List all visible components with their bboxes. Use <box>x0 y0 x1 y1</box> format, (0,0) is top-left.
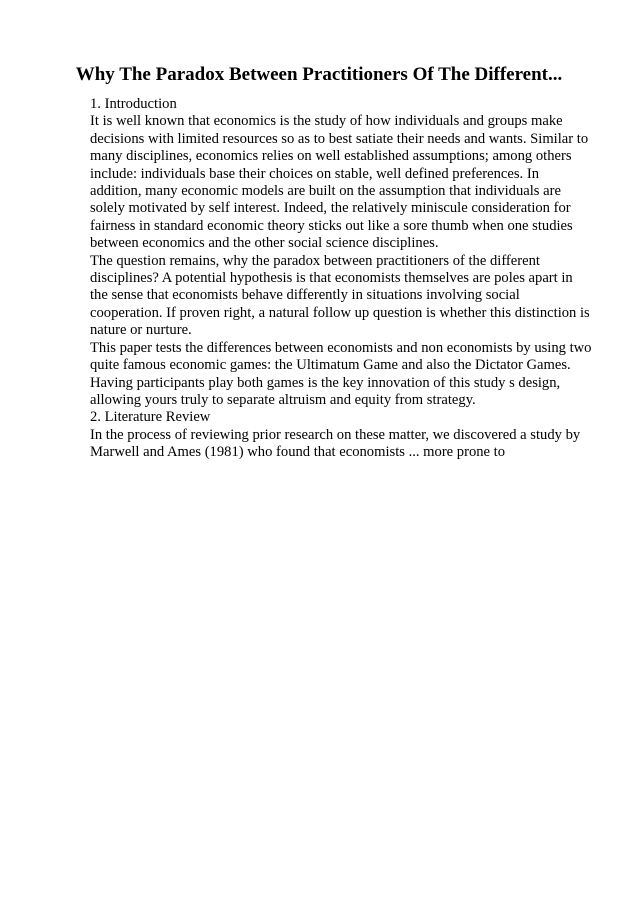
document-title: Why The Paradox Between Practitioners Of The Different... <box>75 64 563 85</box>
body-line: solely motivated by self interest. Indeed, the relatively miniscule consideration for <box>90 200 571 217</box>
body-line: cooperation. If proven right, a natural follow up question is whether this distinction is <box>90 304 590 321</box>
body-line: disciplines? A potential hypothesis is that economists themselves are poles apart in <box>90 270 573 287</box>
section-heading-introduction: 1. Introduction <box>90 96 177 112</box>
body-line: The question remains, why the paradox between practitioners of the different <box>90 252 540 269</box>
body-line: the sense that economists behave differently in situations involving social <box>90 287 520 304</box>
body-line: fairness in standard economic theory sticks out like a sore thumb when one studies <box>90 217 573 234</box>
body-line: nature or nurture. <box>90 322 192 339</box>
body-line: include: individuals base their choices on stable, well defined preferences. In <box>90 165 540 182</box>
body-line: Marwell and Ames (1981) who found that economists ... more prone to <box>90 444 506 461</box>
body-line: addition, many economic models are built on the assumption that individuals are <box>90 183 561 200</box>
body-line: Having participants play both games is the key innovation of this study s design, <box>90 374 561 391</box>
body-line: In the process of reviewing prior research on these matter, we discovered a study by <box>90 426 581 443</box>
body-line: allowing yours truly to separate altruism and equity from strategy. <box>90 391 476 408</box>
body-line: It is well known that economics is the study of how individuals and groups make <box>90 113 563 130</box>
body-line: between economics and the other social science disciplines. <box>90 235 439 252</box>
body-line: decisions with limited resources so as to best satiate their needs and wants. Similar to <box>90 130 589 147</box>
body-line: many disciplines, economics relies on well established assumptions; among others <box>90 148 572 165</box>
body-line: quite famous economic games: the Ultimatum Game and also the Dictator Games. <box>90 357 571 374</box>
section-heading-literature-review: 2. Literature Review <box>90 409 211 426</box>
body-line: This paper tests the differences between economists and non economists by using two <box>90 339 592 356</box>
document-body <box>90 96 610 462</box>
